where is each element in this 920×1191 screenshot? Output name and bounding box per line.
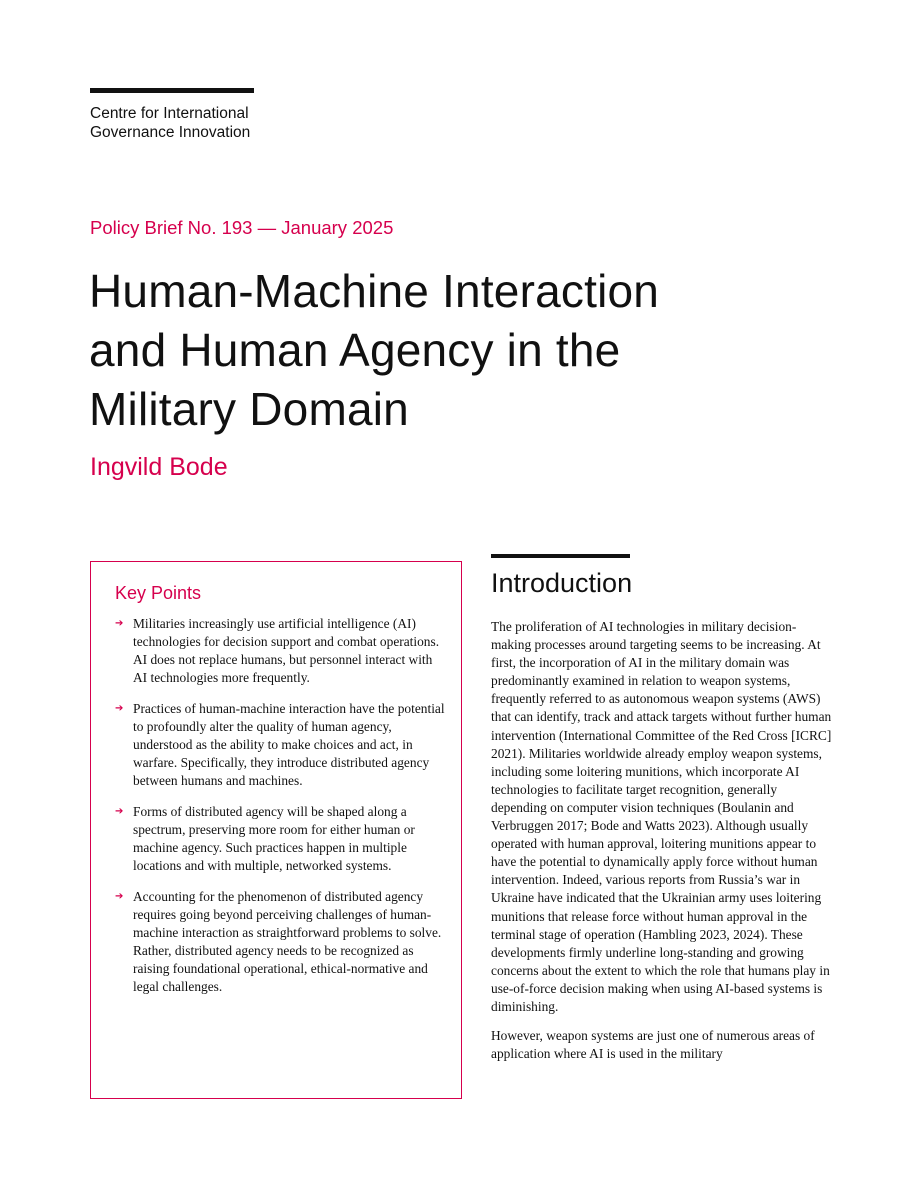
introduction-paragraph-2: However, weapon systems are just one of numerous areas of application where AI is used in the military <box>491 1028 815 1062</box>
key-points-heading: Key Points <box>115 583 202 603</box>
key-point-text: Militaries increasingly use artificial intelligence (AI) technologies for decision support and combat operations. AI does not replace humans, but personnel interact with AI technologies more frequently. <box>133 616 440 686</box>
document-title <box>89 262 849 439</box>
introduction-body <box>491 618 836 1074</box>
arrow-right-icon: ➔ <box>115 806 124 818</box>
key-point-item <box>115 888 445 997</box>
arrow-right-icon: ➔ <box>115 702 124 714</box>
introduction-heading: Introduction <box>491 568 633 598</box>
key-points-list <box>115 615 445 1009</box>
key-point-item <box>115 803 445 875</box>
title-line-3: Military Domain <box>89 383 409 435</box>
key-points-box <box>90 561 462 1099</box>
organization-name-line-1: Centre for International <box>90 105 249 122</box>
logo-rule <box>90 88 254 93</box>
organization-name-line-2: Governance Innovation <box>90 124 251 141</box>
arrow-right-icon: ➔ <box>115 618 124 629</box>
organization-logo <box>90 104 250 142</box>
introduction-rule <box>491 554 630 558</box>
key-point-item <box>115 700 445 790</box>
key-point-item <box>115 615 445 687</box>
arrow-right-icon: ➔ <box>115 891 124 902</box>
key-point-text: Forms of distributed agency will be shaped along a spectrum, preserving more room for either human or machine agency. Such practices happen in multiple locations and with multiple, networked systems. <box>133 804 415 874</box>
introduction-paragraph-1: The proliferation of AI technologies in military decision-making processes around targeting seems to be increasing. At first, the incorporation of AI in the military domain was predominantly examined in relation to weapon systems, frequently referred to as autonomous weapon systems (AWS) that can identify, track and attack targets without further human intervention (International Committee of the Red Cross [ICRC] 2021). Militaries worldwide already employ weapon systems, including some loitering munitions, which incorporate AI technologies to facilitate target recognition, generally depending on computer vision techniques (Boulanin and Verbruggen 2017; Bode and Watts 2023). Although usually operated with human approval, loitering munitions appear to have the potential to dynamically apply force without human intervention. Indeed, various reports from Russia’s war in Ukraine have indicated that the Ukrainian army uses loitering munitions that release force without human approval in the terminal stage of operation (Hambling 2023, 2024). These developments firmly underline long-standing and growing concerns about the extent to which the role that humans play in use-of-force decision making when using AI-based systems is diminishing. <box>491 619 832 1014</box>
author-name: Ingvild Bode <box>90 453 228 481</box>
title-line-1: Human-Machine Interaction <box>89 265 660 317</box>
series-line: Policy Brief No. 193 — January 2025 <box>90 217 394 238</box>
key-point-text: Accounting for the phenomenon of distributed agency requires going beyond perceiving challenges of human-machine interaction as straightforward problems to solve. Rather, distributed agency needs to be recognized as raising foundational operational, ethical-normative and legal challenges. <box>133 889 442 995</box>
title-line-2: and Human Agency in the <box>89 324 621 376</box>
key-point-text: Practices of human-machine interaction have the potential to profoundly alter the quality of human agency, understood as the ability to make choices and act, in warfare. Specifically, they introduce distributed agency between humans and machines. <box>133 700 445 789</box>
